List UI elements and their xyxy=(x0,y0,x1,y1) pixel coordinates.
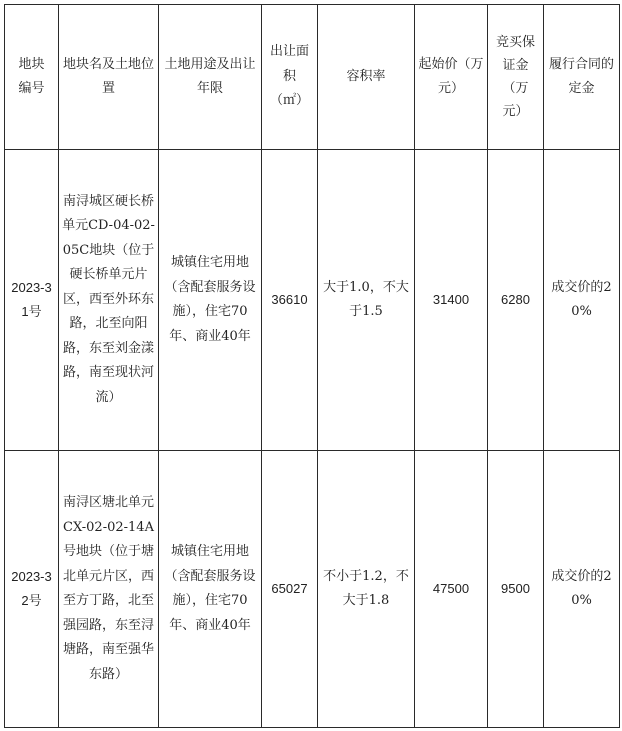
header-land-use: 土地用途及出让年限 xyxy=(159,5,262,150)
table-row xyxy=(5,451,620,728)
plot-no-cell: 2023-32号 xyxy=(5,451,59,728)
plot-no-cell: 2023-31号 xyxy=(5,150,59,451)
header-area: 出让面积（㎡） xyxy=(262,5,318,150)
contract-deposit-cell: 成交价的20% xyxy=(544,451,620,728)
header-plot-no: 地块编号 xyxy=(5,5,59,150)
header-row xyxy=(5,5,620,150)
land-auction-table xyxy=(4,4,620,728)
header-far: 容积率 xyxy=(318,5,415,150)
header-contract-deposit: 履行合同的定金 xyxy=(544,5,620,150)
area-cell: 36610 xyxy=(262,150,318,451)
far-cell: 大于1.0，不大于1.5 xyxy=(318,150,415,451)
header-start-price: 起始价（万元） xyxy=(415,5,488,150)
land-use-cell: 城镇住宅用地（含配套服务设施），住宅70年、商业40年 xyxy=(159,451,262,728)
plot-name-cell: 南浔城区硬长桥单元CD-04-02-05C地块（位于硬长桥单元片区，西至外环东路，北至向阳路，东至刘金漾路，南至现状河流） xyxy=(59,150,159,451)
deposit-cell: 9500 xyxy=(488,451,544,728)
plot-name-cell: 南浔区塘北单元CX-02-02-14A号地块（位于塘北单元片区，西至方丁路，北至强园路，东至浔塘路，南至强华东路） xyxy=(59,451,159,728)
contract-deposit-cell: 成交价的20% xyxy=(544,150,620,451)
header-plot-name: 地块名及土地位置 xyxy=(59,5,159,150)
land-use-cell: 城镇住宅用地（含配套服务设施），住宅70年、商业40年 xyxy=(159,150,262,451)
table-row xyxy=(5,150,620,451)
start-price-cell: 31400 xyxy=(415,150,488,451)
far-cell: 不小于1.2，不大于1.8 xyxy=(318,451,415,728)
header-deposit: 竞买保证金（万元） xyxy=(488,5,544,150)
start-price-cell: 47500 xyxy=(415,451,488,728)
area-cell: 65027 xyxy=(262,451,318,728)
deposit-cell: 6280 xyxy=(488,150,544,451)
